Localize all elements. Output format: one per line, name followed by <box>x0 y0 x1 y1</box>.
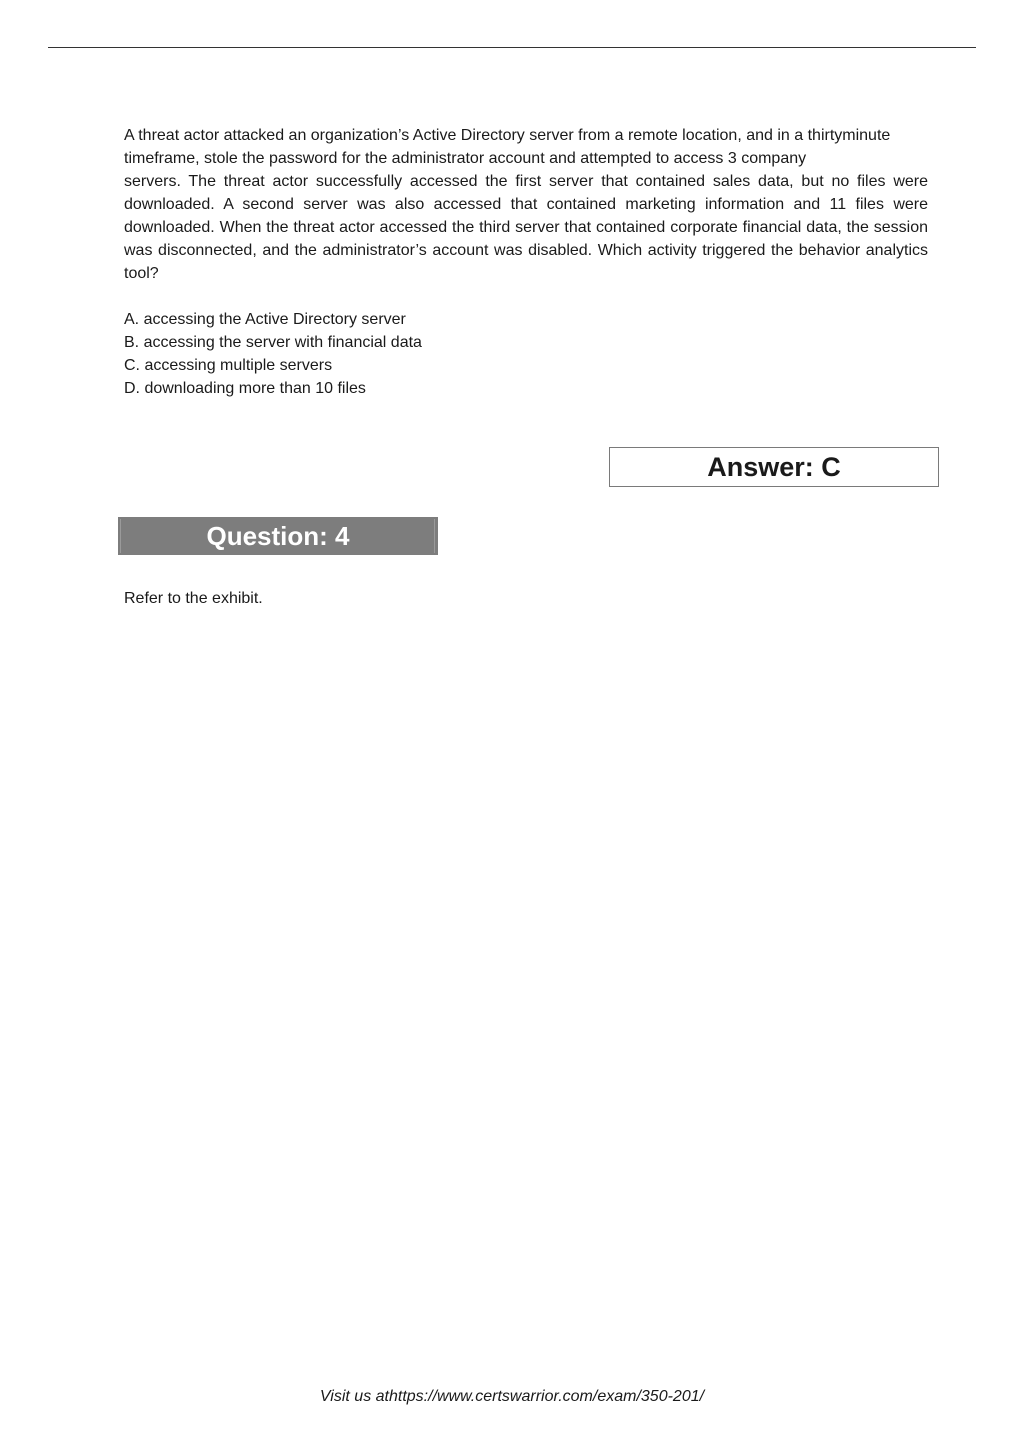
banner-edge-left <box>120 519 121 553</box>
question-line-2: timeframe, stole the password for the administrator account and attempted to access 3 company <box>124 150 807 167</box>
option-d: D. downloading more than 10 files <box>124 380 366 397</box>
option-a: A. accessing the Active Directory server <box>124 311 406 328</box>
question-text: Refer to the exhibit. <box>124 590 263 607</box>
option-c: C. accessing multiple servers <box>124 357 333 374</box>
header-rule <box>48 47 976 48</box>
answer-box <box>609 447 939 487</box>
answer-options <box>124 308 928 400</box>
question-title: Question: 4 <box>206 520 350 551</box>
option-b: B. accessing the server with financial data <box>124 334 422 351</box>
question-banner <box>118 517 438 555</box>
banner-edge-right <box>434 519 435 553</box>
question-body <box>124 124 928 400</box>
question-paragraph: servers. The threat actor successfully accessed the first server that contained sales data, but no files were downloaded. A second server was also accessed that contained marketing information and 11 files were downloaded. When the threat actor accessed the third server that contained corporate financial data, the session was disconnected, and the administrator’s account was disabled. Which activity triggered the behavior analytics tool? <box>124 173 928 282</box>
footer-link[interactable]: Visit us athttps://www.certswarrior.com/exam/350-201/ <box>319 1388 705 1405</box>
question-line-1: A threat actor attacked an organization’s Active Directory server from a remote location, and in a thirtyminute <box>124 127 891 144</box>
answer-label: Answer: C <box>707 451 841 482</box>
